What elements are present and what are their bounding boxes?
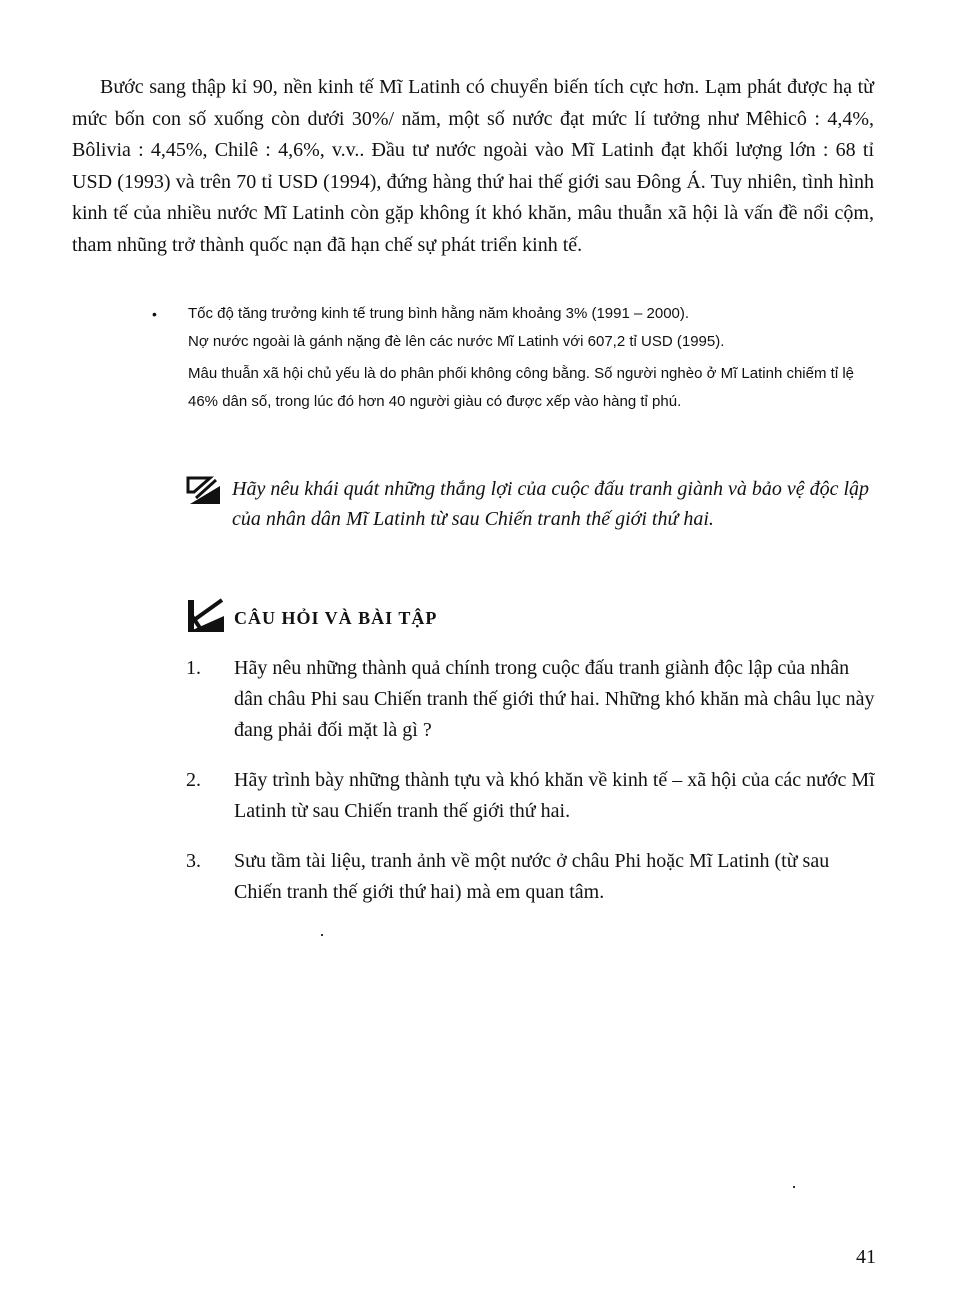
question-item <box>186 765 876 827</box>
question-number: 3. <box>186 850 201 872</box>
pencil-check-icon <box>186 598 226 634</box>
section-title: CÂU HỎI VÀ BÀI TẬP <box>234 608 438 628</box>
question-item <box>186 653 876 746</box>
note-paragraph-inequality: Mâu thuẫn xã hội chủ yếu là do phân phối không công bằng. Số người nghèo ở Mĩ Latinh chiếm tỉ lệ 46% dân số, trong lúc đó hơn 40 người giàu có được xếp vào hàng tỉ phú. <box>188 365 854 410</box>
question-list <box>186 653 876 927</box>
task-text: Hãy nêu khái quát những thắng lợi của cuộc đấu tranh giành và bảo vệ độc lập của nhân dân Mĩ Latinh từ sau Chiến tranh thế giới thứ hai. <box>232 478 870 530</box>
question-text: Hãy nêu những thành quả chính trong cuộc đấu tranh giành độc lập của nhân dân châu Phi sau Chiến tranh thế giới thứ hai. Những khó khăn mà châu lục này đang phải đối mặt là gì ? <box>234 657 875 741</box>
question-item <box>186 846 876 908</box>
question-number: 2. <box>186 769 201 791</box>
note-line-growth: • Tốc độ tăng trưởng kinh tế trung bình hằng năm khoảng 3% (1991 – 2000). <box>150 300 876 328</box>
question-text: Sưu tầm tài liệu, tranh ảnh về một nước ở châu Phi hoặc Mĩ Latinh (từ sau Chiến tranh thế giới thứ hai) mà em quan tâm. <box>234 850 830 903</box>
section-heading <box>186 598 786 638</box>
main-paragraph: Bước sang thập kỉ 90, nền kinh tế Mĩ Latinh có chuyển biến tích cực hơn. Lạm phát được hạ từ mức bốn con số xuống còn dưới 30%/ năm, một số nước đạt mức lí tưởng như Mêhicô : 4,4%, Bôlivia : 4,45%, Chilê : 4,6%, v.v.. Đầu tư nước ngoài vào Mĩ Latinh đạt khối lượng lớn : 68 tỉ USD (1993) và trên 70 tỉ USD (1994), đứng hàng thứ hai thế giới sau Đông Á. Tuy nhiên, tình hình kinh tế của nhiều nước Mĩ Latinh còn gặp không ít khó khăn, mâu thuẫn xã hội là vấn đề nổi cộm, tham nhũng trở thành quốc nạn đã hạn chế sự phát triển kinh tế. <box>72 76 874 256</box>
scan-speck <box>793 1186 795 1188</box>
question-number: 1. <box>186 657 201 679</box>
scan-speck <box>321 934 323 936</box>
note-block <box>150 300 876 416</box>
question-text: Hãy trình bày những thành tựu và khó khăn về kinh tế – xã hội của các nước Mĩ Latinh từ sau Chiến tranh thế giới thứ hai. <box>234 769 875 822</box>
page-number: 41 <box>856 1246 876 1268</box>
note-line-debt: Nợ nước ngoài là gánh nặng đè lên các nước Mĩ Latinh với 607,2 tỉ USD (1995). <box>188 333 725 350</box>
pencil-task-icon <box>186 476 222 506</box>
